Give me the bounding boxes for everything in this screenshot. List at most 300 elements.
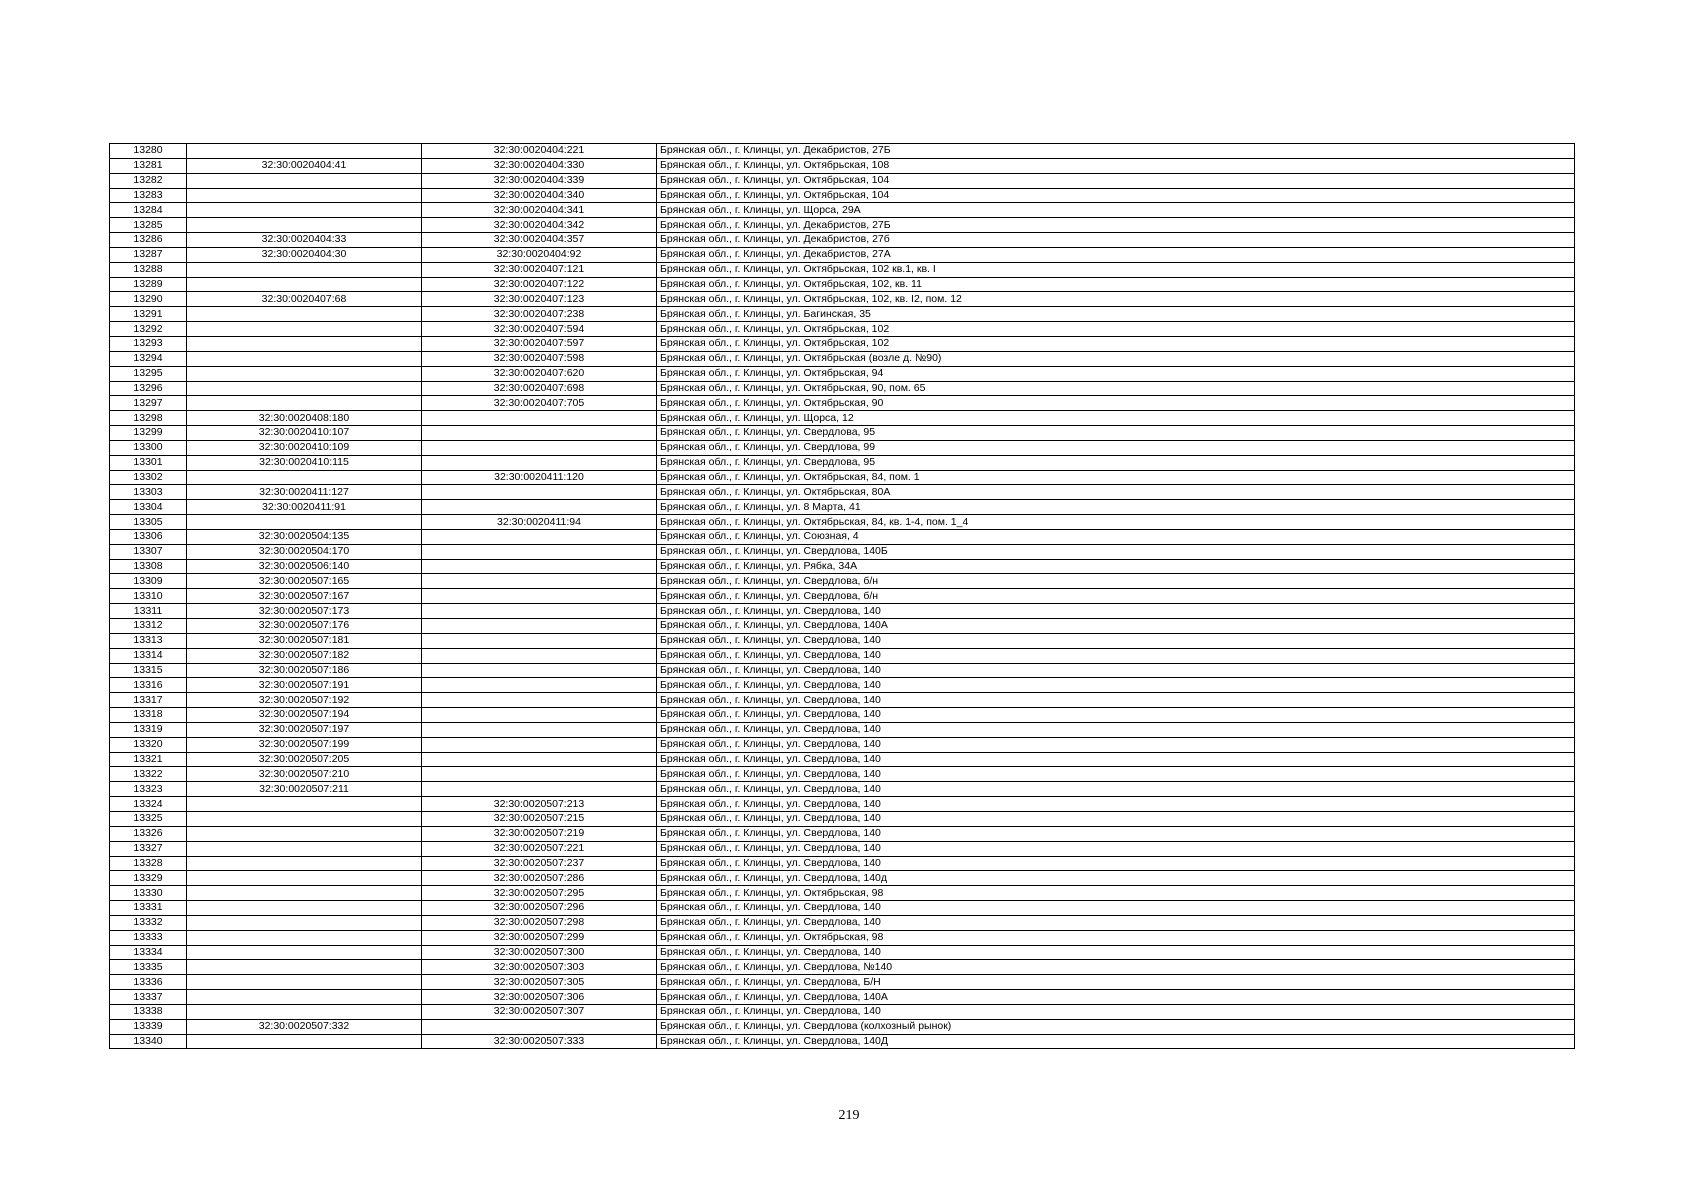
table-row	[110, 960, 1575, 975]
cadastral-number-cell: 32:30:0020507:167	[187, 589, 422, 604]
row-number-cell: 13327	[110, 841, 187, 856]
related-cadastral-number-cell	[422, 663, 657, 678]
table-row	[110, 782, 1575, 797]
row-number-cell: 13322	[110, 767, 187, 782]
cadastral-number-cell: 32:30:0020507:186	[187, 663, 422, 678]
related-cadastral-number-cell	[422, 574, 657, 589]
registry-table	[109, 143, 1575, 1049]
address-cell: Брянская обл., г. Клинцы, ул. Свердлова, 95	[657, 426, 1575, 441]
related-cadastral-number-cell: 32:30:0020407:123	[422, 292, 657, 307]
table-row	[110, 752, 1575, 767]
address-cell: Брянская обл., г. Клинцы, ул. Декабристов, 27б	[657, 233, 1575, 248]
table-row	[110, 1034, 1575, 1049]
row-number-cell: 13323	[110, 782, 187, 797]
table-row	[110, 426, 1575, 441]
row-number-cell: 13280	[110, 144, 187, 159]
address-cell: Брянская обл., г. Клинцы, ул. Октябрьская, 98	[657, 930, 1575, 945]
table-row	[110, 173, 1575, 188]
cadastral-number-cell: 32:30:0020507:332	[187, 1019, 422, 1034]
cadastral-number-cell: 32:30:0020504:135	[187, 529, 422, 544]
address-cell: Брянская обл., г. Клинцы, ул. Свердлова, 140	[657, 693, 1575, 708]
address-cell: Брянская обл., г. Клинцы, ул. Свердлова, 140	[657, 901, 1575, 916]
table-row	[110, 455, 1575, 470]
address-cell: Брянская обл., г. Клинцы, ул. Октябрьская, 94	[657, 366, 1575, 381]
address-cell: Брянская обл., г. Клинцы, ул. Щорса, 12	[657, 411, 1575, 426]
cadastral-number-cell: 32:30:0020507:199	[187, 737, 422, 752]
cadastral-number-cell	[187, 470, 422, 485]
related-cadastral-number-cell	[422, 752, 657, 767]
row-number-cell: 13324	[110, 797, 187, 812]
table-row	[110, 693, 1575, 708]
row-number-cell: 13320	[110, 737, 187, 752]
table-row	[110, 381, 1575, 396]
cadastral-number-cell	[187, 322, 422, 337]
row-number-cell: 13319	[110, 722, 187, 737]
row-number-cell: 13336	[110, 975, 187, 990]
cadastral-number-cell	[187, 218, 422, 233]
related-cadastral-number-cell	[422, 604, 657, 619]
address-cell: Брянская обл., г. Клинцы, ул. Свердлова (колхозный рынок)	[657, 1019, 1575, 1034]
table-row	[110, 841, 1575, 856]
row-number-cell: 13295	[110, 366, 187, 381]
related-cadastral-number-cell: 32:30:0020407:122	[422, 277, 657, 292]
related-cadastral-number-cell: 32:30:0020507:306	[422, 990, 657, 1005]
cadastral-number-cell: 32:30:0020507:197	[187, 722, 422, 737]
cadastral-number-cell	[187, 381, 422, 396]
cadastral-number-cell: 32:30:0020411:91	[187, 500, 422, 515]
related-cadastral-number-cell: 32:30:0020404:339	[422, 173, 657, 188]
address-cell: Брянская обл., г. Клинцы, ул. Октябрьская, 102	[657, 336, 1575, 351]
related-cadastral-number-cell: 32:30:0020404:342	[422, 218, 657, 233]
address-cell: Брянская обл., г. Клинцы, ул. Свердлова, б/н	[657, 589, 1575, 604]
address-cell: Брянская обл., г. Клинцы, ул. Октябрьская, 104	[657, 188, 1575, 203]
table-row	[110, 544, 1575, 559]
table-row	[110, 871, 1575, 886]
row-number-cell: 13318	[110, 708, 187, 723]
table-row	[110, 722, 1575, 737]
address-cell: Брянская обл., г. Клинцы, ул. Свердлова, 140	[657, 782, 1575, 797]
cadastral-number-cell: 32:30:0020507:192	[187, 693, 422, 708]
cadastral-number-cell: 32:30:0020410:115	[187, 455, 422, 470]
address-cell: Брянская обл., г. Клинцы, ул. Декабристов, 27Б	[657, 218, 1575, 233]
row-number-cell: 13306	[110, 529, 187, 544]
address-cell: Брянская обл., г. Клинцы, ул. Свердлова, 140	[657, 633, 1575, 648]
cadastral-number-cell	[187, 396, 422, 411]
address-cell: Брянская обл., г. Клинцы, ул. Свердлова, 140	[657, 811, 1575, 826]
cadastral-number-cell: 32:30:0020507:165	[187, 574, 422, 589]
address-cell: Брянская обл., г. Клинцы, ул. Рябка, 34А	[657, 559, 1575, 574]
related-cadastral-number-cell	[422, 619, 657, 634]
row-number-cell: 13334	[110, 945, 187, 960]
related-cadastral-number-cell: 32:30:0020507:300	[422, 945, 657, 960]
address-cell: Брянская обл., г. Клинцы, ул. Щорса, 29А	[657, 203, 1575, 218]
row-number-cell: 13284	[110, 203, 187, 218]
related-cadastral-number-cell	[422, 485, 657, 500]
cadastral-number-cell	[187, 262, 422, 277]
related-cadastral-number-cell	[422, 693, 657, 708]
page-number: 219	[838, 1108, 860, 1123]
table-row	[110, 901, 1575, 916]
address-cell: Брянская обл., г. Клинцы, ул. Декабристов, 27Б	[657, 144, 1575, 159]
address-cell: Брянская обл., г. Клинцы, ул. Октябрьская, 102 кв.1, кв. I	[657, 262, 1575, 277]
cadastral-number-cell: 32:30:0020410:107	[187, 426, 422, 441]
address-cell: Брянская обл., г. Клинцы, ул. Свердлова, б/н	[657, 574, 1575, 589]
cadastral-number-cell: 32:30:0020507:194	[187, 708, 422, 723]
cadastral-number-cell	[187, 1034, 422, 1049]
row-number-cell: 13296	[110, 381, 187, 396]
cadastral-number-cell	[187, 945, 422, 960]
address-cell: Брянская обл., г. Клинцы, ул. Свердлова, 140д	[657, 871, 1575, 886]
cadastral-number-cell	[187, 841, 422, 856]
row-number-cell: 13335	[110, 960, 187, 975]
table-row	[110, 247, 1575, 262]
row-number-cell: 13316	[110, 678, 187, 693]
table-row	[110, 1004, 1575, 1019]
row-number-cell: 13310	[110, 589, 187, 604]
table-row	[110, 663, 1575, 678]
address-cell: Брянская обл., г. Клинцы, ул. Октябрьская, 98	[657, 886, 1575, 901]
row-number-cell: 13332	[110, 915, 187, 930]
related-cadastral-number-cell: 32:30:0020507:286	[422, 871, 657, 886]
row-number-cell: 13330	[110, 886, 187, 901]
cadastral-number-cell	[187, 901, 422, 916]
related-cadastral-number-cell: 32:30:0020507:303	[422, 960, 657, 975]
cadastral-number-cell	[187, 797, 422, 812]
address-cell: Брянская обл., г. Клинцы, ул. Свердлова, 140	[657, 915, 1575, 930]
related-cadastral-number-cell: 32:30:0020507:215	[422, 811, 657, 826]
row-number-cell: 13321	[110, 752, 187, 767]
related-cadastral-number-cell: 32:30:0020507:219	[422, 826, 657, 841]
cadastral-number-cell: 32:30:0020507:211	[187, 782, 422, 797]
table-row	[110, 366, 1575, 381]
related-cadastral-number-cell	[422, 1019, 657, 1034]
table-row	[110, 500, 1575, 515]
table-row	[110, 1019, 1575, 1034]
address-cell: Брянская обл., г. Клинцы, ул. Октябрьская, 90, пом. 65	[657, 381, 1575, 396]
table-row	[110, 945, 1575, 960]
table-row	[110, 307, 1575, 322]
related-cadastral-number-cell: 32:30:0020407:598	[422, 351, 657, 366]
address-cell: Брянская обл., г. Клинцы, ул. Свердлова, 140	[657, 1004, 1575, 1019]
row-number-cell: 13282	[110, 173, 187, 188]
cadastral-number-cell: 32:30:0020506:140	[187, 559, 422, 574]
address-cell: Брянская обл., г. Клинцы, ул. Октябрьская, 84, пом. 1	[657, 470, 1575, 485]
address-cell: Брянская обл., г. Клинцы, ул. Свердлова, 140	[657, 841, 1575, 856]
cadastral-number-cell: 32:30:0020407:68	[187, 292, 422, 307]
table-row	[110, 529, 1575, 544]
row-number-cell: 13294	[110, 351, 187, 366]
cadastral-number-cell	[187, 826, 422, 841]
row-number-cell: 13281	[110, 158, 187, 173]
address-cell: Брянская обл., г. Клинцы, ул. Свердлова, 140Б	[657, 544, 1575, 559]
address-cell: Брянская обл., г. Клинцы, ул. Свердлова, 140А	[657, 619, 1575, 634]
row-number-cell: 13309	[110, 574, 187, 589]
cadastral-number-cell	[187, 930, 422, 945]
table-row	[110, 678, 1575, 693]
table-row	[110, 767, 1575, 782]
address-cell: Брянская обл., г. Клинцы, ул. Свердлова, 95	[657, 455, 1575, 470]
row-number-cell: 13283	[110, 188, 187, 203]
table-row	[110, 589, 1575, 604]
table-row	[110, 797, 1575, 812]
related-cadastral-number-cell	[422, 440, 657, 455]
related-cadastral-number-cell	[422, 782, 657, 797]
address-cell: Брянская обл., г. Клинцы, ул. Свердлова, Б/Н	[657, 975, 1575, 990]
row-number-cell: 13293	[110, 336, 187, 351]
address-cell: Брянская обл., г. Клинцы, ул. Свердлова, 140	[657, 797, 1575, 812]
address-cell: Брянская обл., г. Клинцы, ул. Октябрьская (возле д. №90)	[657, 351, 1575, 366]
related-cadastral-number-cell	[422, 737, 657, 752]
cadastral-number-cell	[187, 351, 422, 366]
table-row	[110, 515, 1575, 530]
cadastral-number-cell	[187, 990, 422, 1005]
table-row	[110, 485, 1575, 500]
related-cadastral-number-cell	[422, 500, 657, 515]
address-cell: Брянская обл., г. Клинцы, ул. Свердлова, 140Д	[657, 1034, 1575, 1049]
related-cadastral-number-cell: 32:30:0020507:237	[422, 856, 657, 871]
related-cadastral-number-cell	[422, 455, 657, 470]
address-cell: Брянская обл., г. Клинцы, ул. Свердлова, 140	[657, 856, 1575, 871]
related-cadastral-number-cell	[422, 708, 657, 723]
related-cadastral-number-cell: 32:30:0020507:298	[422, 915, 657, 930]
related-cadastral-number-cell	[422, 722, 657, 737]
table-row	[110, 915, 1575, 930]
cadastral-number-cell: 32:30:0020507:173	[187, 604, 422, 619]
related-cadastral-number-cell	[422, 767, 657, 782]
row-number-cell: 13302	[110, 470, 187, 485]
related-cadastral-number-cell: 32:30:0020507:213	[422, 797, 657, 812]
address-cell: Брянская обл., г. Клинцы, ул. Свердлова, 140	[657, 722, 1575, 737]
table-row	[110, 440, 1575, 455]
address-cell: Брянская обл., г. Клинцы, ул. Свердлова, 140	[657, 737, 1575, 752]
table-row	[110, 648, 1575, 663]
address-cell: Брянская обл., г. Клинцы, ул. Свердлова, 99	[657, 440, 1575, 455]
table-row	[110, 396, 1575, 411]
cadastral-number-cell	[187, 307, 422, 322]
related-cadastral-number-cell: 32:30:0020404:221	[422, 144, 657, 159]
row-number-cell: 13307	[110, 544, 187, 559]
table-row	[110, 737, 1575, 752]
cadastral-number-cell: 32:30:0020404:30	[187, 247, 422, 262]
table-row	[110, 856, 1575, 871]
cadastral-number-cell: 32:30:0020408:180	[187, 411, 422, 426]
row-number-cell: 13304	[110, 500, 187, 515]
cadastral-number-cell	[187, 203, 422, 218]
address-cell: Брянская обл., г. Клинцы, ул. Октябрьская, 102	[657, 322, 1575, 337]
address-cell: Брянская обл., г. Клинцы, ул. Октябрьская, 102, кв. 11	[657, 277, 1575, 292]
related-cadastral-number-cell: 32:30:0020507:296	[422, 901, 657, 916]
row-number-cell: 13298	[110, 411, 187, 426]
cadastral-number-cell: 32:30:0020507:181	[187, 633, 422, 648]
table-row	[110, 619, 1575, 634]
address-cell: Брянская обл., г. Клинцы, ул. Октябрьская, 80А	[657, 485, 1575, 500]
cadastral-number-cell	[187, 975, 422, 990]
table-row	[110, 158, 1575, 173]
related-cadastral-number-cell: 32:30:0020404:92	[422, 247, 657, 262]
row-number-cell: 13301	[110, 455, 187, 470]
table-row	[110, 470, 1575, 485]
row-number-cell: 13340	[110, 1034, 187, 1049]
row-number-cell: 13315	[110, 663, 187, 678]
address-cell: Брянская обл., г. Клинцы, ул. Свердлова, №140	[657, 960, 1575, 975]
cadastral-number-cell	[187, 871, 422, 886]
row-number-cell: 13333	[110, 930, 187, 945]
cadastral-number-cell	[187, 336, 422, 351]
row-number-cell: 13331	[110, 901, 187, 916]
address-cell: Брянская обл., г. Клинцы, ул. Октябрьская, 104	[657, 173, 1575, 188]
table-row	[110, 559, 1575, 574]
related-cadastral-number-cell	[422, 426, 657, 441]
row-number-cell: 13339	[110, 1019, 187, 1034]
related-cadastral-number-cell	[422, 589, 657, 604]
cadastral-number-cell	[187, 886, 422, 901]
table-row	[110, 604, 1575, 619]
address-cell: Брянская обл., г. Клинцы, ул. Свердлова, 140А	[657, 990, 1575, 1005]
address-cell: Брянская обл., г. Клинцы, ул. Союзная, 4	[657, 529, 1575, 544]
row-number-cell: 13299	[110, 426, 187, 441]
cadastral-number-cell: 32:30:0020507:176	[187, 619, 422, 634]
cadastral-number-cell: 32:30:0020410:109	[187, 440, 422, 455]
address-cell: Брянская обл., г. Клинцы, ул. Свердлова, 140	[657, 826, 1575, 841]
cadastral-number-cell: 32:30:0020507:182	[187, 648, 422, 663]
cadastral-number-cell	[187, 188, 422, 203]
table-row	[110, 292, 1575, 307]
row-number-cell: 13338	[110, 1004, 187, 1019]
related-cadastral-number-cell: 32:30:0020507:221	[422, 841, 657, 856]
row-number-cell: 13312	[110, 619, 187, 634]
cadastral-number-cell	[187, 277, 422, 292]
address-cell: Брянская обл., г. Клинцы, ул. Свердлова, 140	[657, 945, 1575, 960]
related-cadastral-number-cell: 32:30:0020404:341	[422, 203, 657, 218]
related-cadastral-number-cell: 32:30:0020507:307	[422, 1004, 657, 1019]
related-cadastral-number-cell	[422, 648, 657, 663]
row-number-cell: 13317	[110, 693, 187, 708]
related-cadastral-number-cell: 32:30:0020507:305	[422, 975, 657, 990]
cadastral-number-cell: 32:30:0020507:205	[187, 752, 422, 767]
cadastral-number-cell	[187, 960, 422, 975]
cadastral-number-cell	[187, 144, 422, 159]
related-cadastral-number-cell: 32:30:0020407:594	[422, 322, 657, 337]
table-row	[110, 144, 1575, 159]
row-number-cell: 13289	[110, 277, 187, 292]
address-cell: Брянская обл., г. Клинцы, ул. Свердлова, 140	[657, 648, 1575, 663]
table-row	[110, 233, 1575, 248]
table-row	[110, 277, 1575, 292]
related-cadastral-number-cell: 32:30:0020407:597	[422, 336, 657, 351]
cadastral-number-cell	[187, 1004, 422, 1019]
table-row	[110, 336, 1575, 351]
table-row	[110, 826, 1575, 841]
related-cadastral-number-cell: 32:30:0020404:330	[422, 158, 657, 173]
row-number-cell: 13290	[110, 292, 187, 307]
related-cadastral-number-cell: 32:30:0020404:357	[422, 233, 657, 248]
registry-table-body	[110, 144, 1575, 1049]
cadastral-number-cell: 32:30:0020504:170	[187, 544, 422, 559]
address-cell: Брянская обл., г. Клинцы, ул. 8 Марта, 41	[657, 500, 1575, 515]
row-number-cell: 13325	[110, 811, 187, 826]
table-row	[110, 708, 1575, 723]
cadastral-number-cell	[187, 915, 422, 930]
related-cadastral-number-cell: 32:30:0020407:121	[422, 262, 657, 277]
related-cadastral-number-cell	[422, 544, 657, 559]
row-number-cell: 13288	[110, 262, 187, 277]
row-number-cell: 13300	[110, 440, 187, 455]
address-cell: Брянская обл., г. Клинцы, ул. Свердлова, 140	[657, 678, 1575, 693]
related-cadastral-number-cell: 32:30:0020411:94	[422, 515, 657, 530]
related-cadastral-number-cell	[422, 529, 657, 544]
table-row	[110, 930, 1575, 945]
row-number-cell: 13314	[110, 648, 187, 663]
row-number-cell: 13285	[110, 218, 187, 233]
table-row	[110, 351, 1575, 366]
table-row	[110, 975, 1575, 990]
table-row	[110, 203, 1575, 218]
table-row	[110, 322, 1575, 337]
cadastral-number-cell	[187, 811, 422, 826]
table-row	[110, 262, 1575, 277]
related-cadastral-number-cell: 32:30:0020411:120	[422, 470, 657, 485]
related-cadastral-number-cell	[422, 411, 657, 426]
cadastral-number-cell: 32:30:0020404:41	[187, 158, 422, 173]
address-cell: Брянская обл., г. Клинцы, ул. Октябрьская, 84, кв. 1-4, пом. 1_4	[657, 515, 1575, 530]
related-cadastral-number-cell: 32:30:0020507:295	[422, 886, 657, 901]
row-number-cell: 13297	[110, 396, 187, 411]
related-cadastral-number-cell: 32:30:0020407:698	[422, 381, 657, 396]
row-number-cell: 13337	[110, 990, 187, 1005]
related-cadastral-number-cell: 32:30:0020507:333	[422, 1034, 657, 1049]
table-row	[110, 218, 1575, 233]
table-row	[110, 990, 1575, 1005]
row-number-cell: 13313	[110, 633, 187, 648]
related-cadastral-number-cell	[422, 678, 657, 693]
related-cadastral-number-cell	[422, 633, 657, 648]
row-number-cell: 13286	[110, 233, 187, 248]
cadastral-number-cell	[187, 173, 422, 188]
row-number-cell: 13329	[110, 871, 187, 886]
cadastral-number-cell: 32:30:0020404:33	[187, 233, 422, 248]
row-number-cell: 13305	[110, 515, 187, 530]
address-cell: Брянская обл., г. Клинцы, ул. Октябрьская, 108	[657, 158, 1575, 173]
address-cell: Брянская обл., г. Клинцы, ул. Октябрьская, 102, кв. I2, пом. 12	[657, 292, 1575, 307]
cadastral-number-cell	[187, 515, 422, 530]
row-number-cell: 13291	[110, 307, 187, 322]
table-row	[110, 811, 1575, 826]
address-cell: Брянская обл., г. Клинцы, ул. Свердлова, 140	[657, 767, 1575, 782]
table-row	[110, 411, 1575, 426]
cadastral-number-cell	[187, 366, 422, 381]
row-number-cell: 13311	[110, 604, 187, 619]
table-row	[110, 633, 1575, 648]
address-cell: Брянская обл., г. Клинцы, ул. Свердлова, 140	[657, 752, 1575, 767]
address-cell: Брянская обл., г. Клинцы, ул. Свердлова, 140	[657, 663, 1575, 678]
related-cadastral-number-cell	[422, 559, 657, 574]
cadastral-number-cell: 32:30:0020507:210	[187, 767, 422, 782]
row-number-cell: 13328	[110, 856, 187, 871]
cadastral-number-cell	[187, 856, 422, 871]
row-number-cell: 13292	[110, 322, 187, 337]
row-number-cell: 13326	[110, 826, 187, 841]
related-cadastral-number-cell: 32:30:0020507:299	[422, 930, 657, 945]
related-cadastral-number-cell: 32:30:0020407:238	[422, 307, 657, 322]
table-row	[110, 886, 1575, 901]
row-number-cell: 13303	[110, 485, 187, 500]
table-row	[110, 188, 1575, 203]
related-cadastral-number-cell: 32:30:0020407:705	[422, 396, 657, 411]
related-cadastral-number-cell: 32:30:0020404:340	[422, 188, 657, 203]
cadastral-number-cell: 32:30:0020411:127	[187, 485, 422, 500]
address-cell: Брянская обл., г. Клинцы, ул. Октябрьская, 90	[657, 396, 1575, 411]
row-number-cell: 13308	[110, 559, 187, 574]
